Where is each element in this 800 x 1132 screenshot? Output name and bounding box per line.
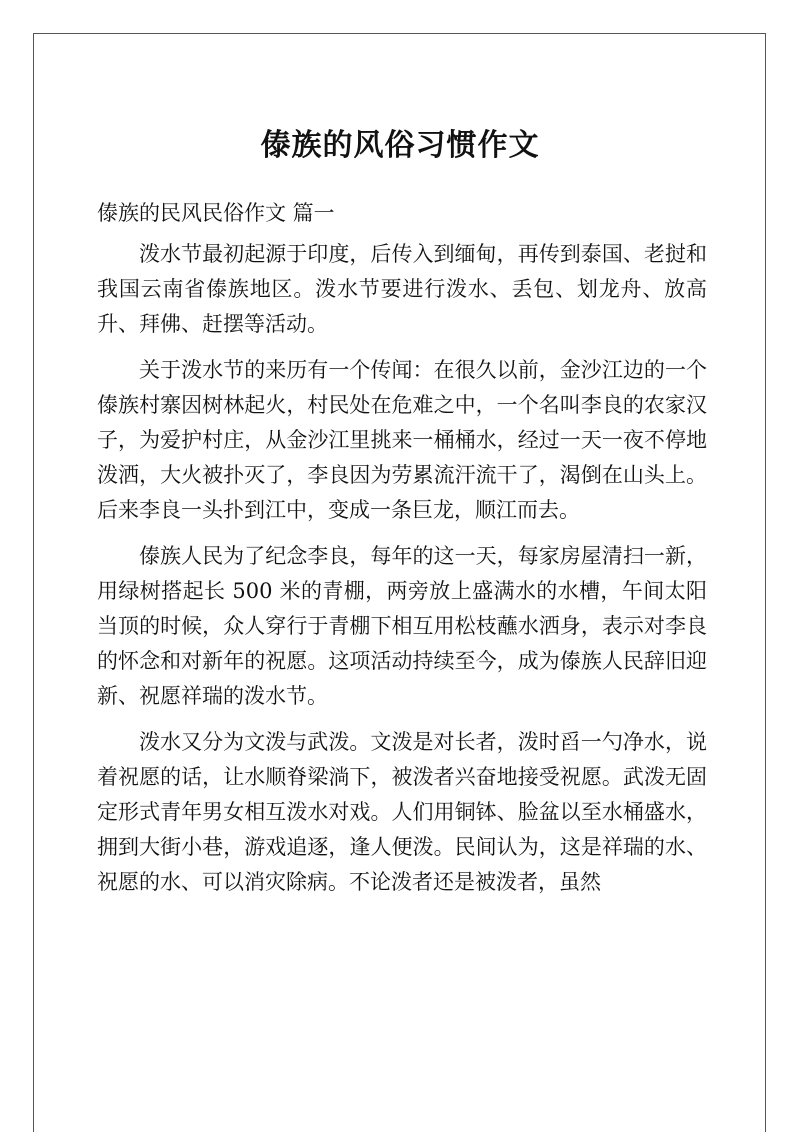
paragraph: 傣族人民为了纪念李良，每年的这一天，每家房屋清扫一新，用绿树搭起长 500 米的青棚，两旁放上盛满水的水槽，午间太阳当顶的时候，众人穿行于青棚下相互用松枝蘸水洒身，表示对李良的怀念和对新年的祝愿。这项活动持续至今，成为傣族人民辞旧迎新、祝愿祥瑞的泼水节。 — [97, 544, 707, 708]
paragraph: 泼水又分为文泼与武泼。文泼是对长者，泼时舀一勺净水，说着祝愿的话，让水顺脊梁淌下，被泼者兴奋地接受祝愿。武泼无固定形式青年男女相互泼水对戏。人们用铜钵、脸盆以至水桶盛水，拥到大街小巷，游戏追逐，逢人便泼。民间认为，这是祥瑞的水、祝愿的水、可以消灾除病。不论泼者还是被泼者，虽然 — [97, 730, 707, 894]
document-body — [97, 196, 707, 911]
section-heading: 傣族的民风民俗作文 篇一 — [97, 201, 335, 225]
paragraph: 泼水节最初起源于印度，后传入到缅甸，再传到泰国、老挝和我国云南省傣族地区。泼水节要进行泼水、丢包、划龙舟、放高升、拜佛、赶摆等活动。 — [97, 242, 707, 336]
paragraph: 关于泼水节的来历有一个传闻：在很久以前，金沙江边的一个傣族村寨因树林起火，村民处在危难之中，一个名叫李良的农家汉子，为爱护村庄，从金沙江里挑来一桶桶水，经过一天一夜不停地泼洒，大火被扑灭了，李良因为劳累流汗流干了，渴倒在山头上。后来李良一头扑到江中，变成一条巨龙，顺江而去。 — [97, 358, 707, 522]
document-title: 傣族的风俗习惯作文 — [260, 128, 540, 163]
